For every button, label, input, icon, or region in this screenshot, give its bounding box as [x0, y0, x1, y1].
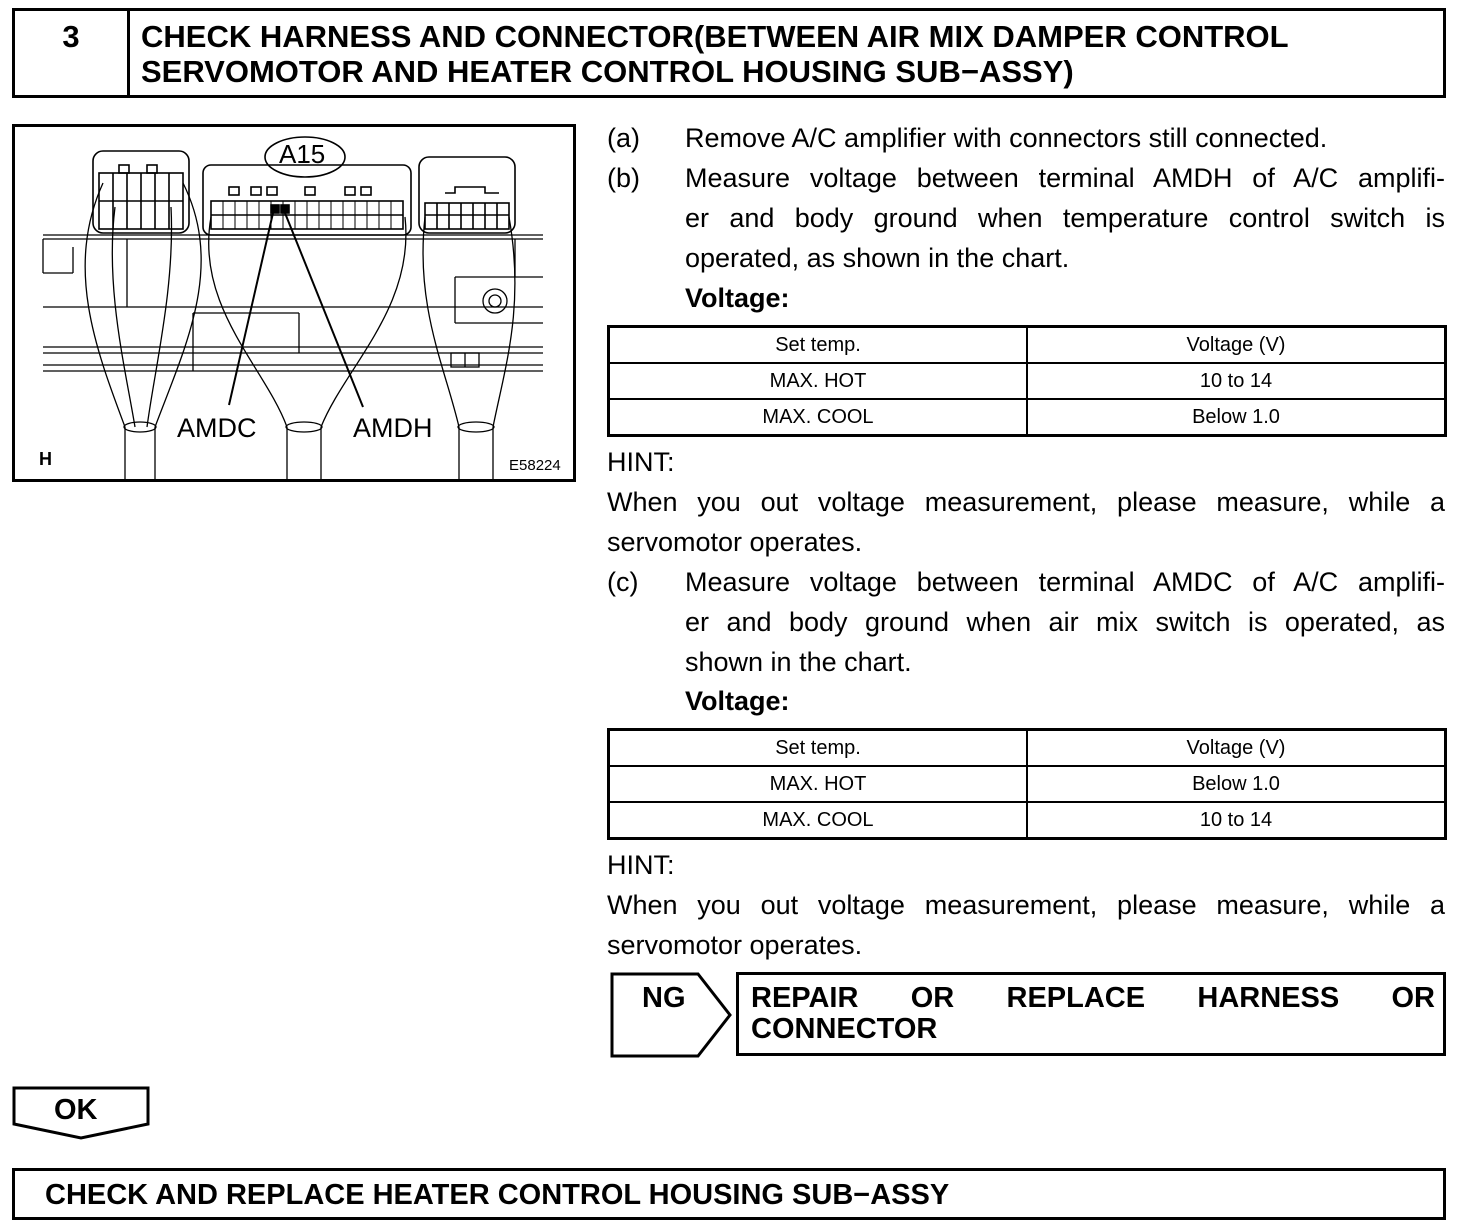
table-cell: MAX. COOL: [609, 802, 1028, 839]
step-a-label: (a): [607, 123, 640, 153]
panel-outline: [43, 235, 543, 371]
connector-diagram: [12, 124, 576, 482]
terminal-label-amdc: AMDC: [177, 413, 257, 443]
table-row: [609, 363, 1446, 399]
table-cell: 10 to 14: [1027, 363, 1446, 399]
table-row: [609, 399, 1446, 436]
terminal-leader-lines: [229, 213, 363, 407]
table-cell: 10 to 14: [1027, 802, 1446, 839]
table-cell: MAX. COOL: [609, 399, 1028, 436]
step-title-line-2: SERVOMOTOR AND HEATER CONTROL HOUSING SUB−ASSY): [141, 54, 1074, 89]
step-b-line-1: Measure voltage between terminal AMDH of A/C amplifi-: [685, 163, 1445, 193]
step-b-line-2: er and body ground when temperature control switch is: [685, 203, 1445, 233]
step-number-cell: [15, 11, 130, 95]
step-c-line-2: er and body ground when air mix switch is operated, as: [685, 607, 1445, 637]
table-header-row: [609, 327, 1446, 364]
table-row: [609, 766, 1446, 802]
left-connector: [93, 151, 189, 233]
table-cell: Below 1.0: [1027, 399, 1446, 436]
voltage-heading-1: Voltage:: [685, 283, 790, 313]
hint-text-2-line-1: When you out voltage measurement, please measure, while a: [607, 890, 1445, 920]
hint-label-2: HINT:: [607, 850, 675, 880]
final-action-text: CHECK AND REPLACE HEATER CONTROL HOUSING SUB−ASSY: [45, 1179, 950, 1211]
table-header-cell: Set temp.: [609, 327, 1028, 364]
step-header: [12, 8, 1446, 98]
step-c-label: (c): [607, 567, 639, 597]
step-number: 3: [62, 19, 80, 54]
step-title-line-1: CHECK HARNESS AND CONNECTOR(BETWEEN AIR MIX DAMPER CONTROL: [141, 19, 1289, 54]
right-connector: [419, 157, 515, 233]
connector-drawing: [15, 127, 573, 479]
step-b-line-3: operated, as shown in the chart.: [685, 243, 1070, 273]
ok-label: OK: [54, 1094, 98, 1126]
step-c-line-1: Measure voltage between terminal AMDC of A/C amplifi-: [685, 567, 1445, 597]
ng-action-box: [736, 972, 1446, 1056]
table-header-row: [609, 730, 1446, 767]
hint-text-1-line-1: When you out voltage measurement, please measure, while a: [607, 487, 1445, 517]
hint-label-1: HINT:: [607, 447, 675, 477]
table-header-cell: Voltage (V): [1027, 327, 1446, 364]
connector-id-label: A15: [279, 139, 326, 169]
table-cell: MAX. HOT: [609, 363, 1028, 399]
table-row: [609, 802, 1446, 839]
step-c-line-3: shown in the chart.: [685, 647, 912, 677]
ng-label: NG: [642, 982, 686, 1014]
table-cell: MAX. HOT: [609, 766, 1028, 802]
final-action-box: [12, 1168, 1446, 1220]
hint-text-1-line-2: servomotor operates.: [607, 527, 863, 557]
table-header-cell: Set temp.: [609, 730, 1028, 767]
step-b-label: (b): [607, 163, 640, 193]
figure-code: E58224: [509, 457, 561, 474]
table-header-cell: Voltage (V): [1027, 730, 1446, 767]
ng-action-text: REPAIR OR REPLACE HARNESS OR CONNECTOR: [751, 982, 1435, 1045]
terminal-label-amdh: AMDH: [353, 413, 433, 443]
wire-harnesses: [85, 183, 515, 479]
view-letter: H: [39, 449, 52, 469]
table-cell: Below 1.0: [1027, 766, 1446, 802]
step-a-text: Remove A/C amplifier with connectors still connected.: [685, 123, 1328, 153]
voltage-table-2: [607, 728, 1447, 840]
hint-text-2-line-2: servomotor operates.: [607, 930, 863, 960]
voltage-heading-2: Voltage:: [685, 686, 790, 716]
voltage-table-1: [607, 325, 1447, 437]
step-title: [141, 19, 1441, 89]
